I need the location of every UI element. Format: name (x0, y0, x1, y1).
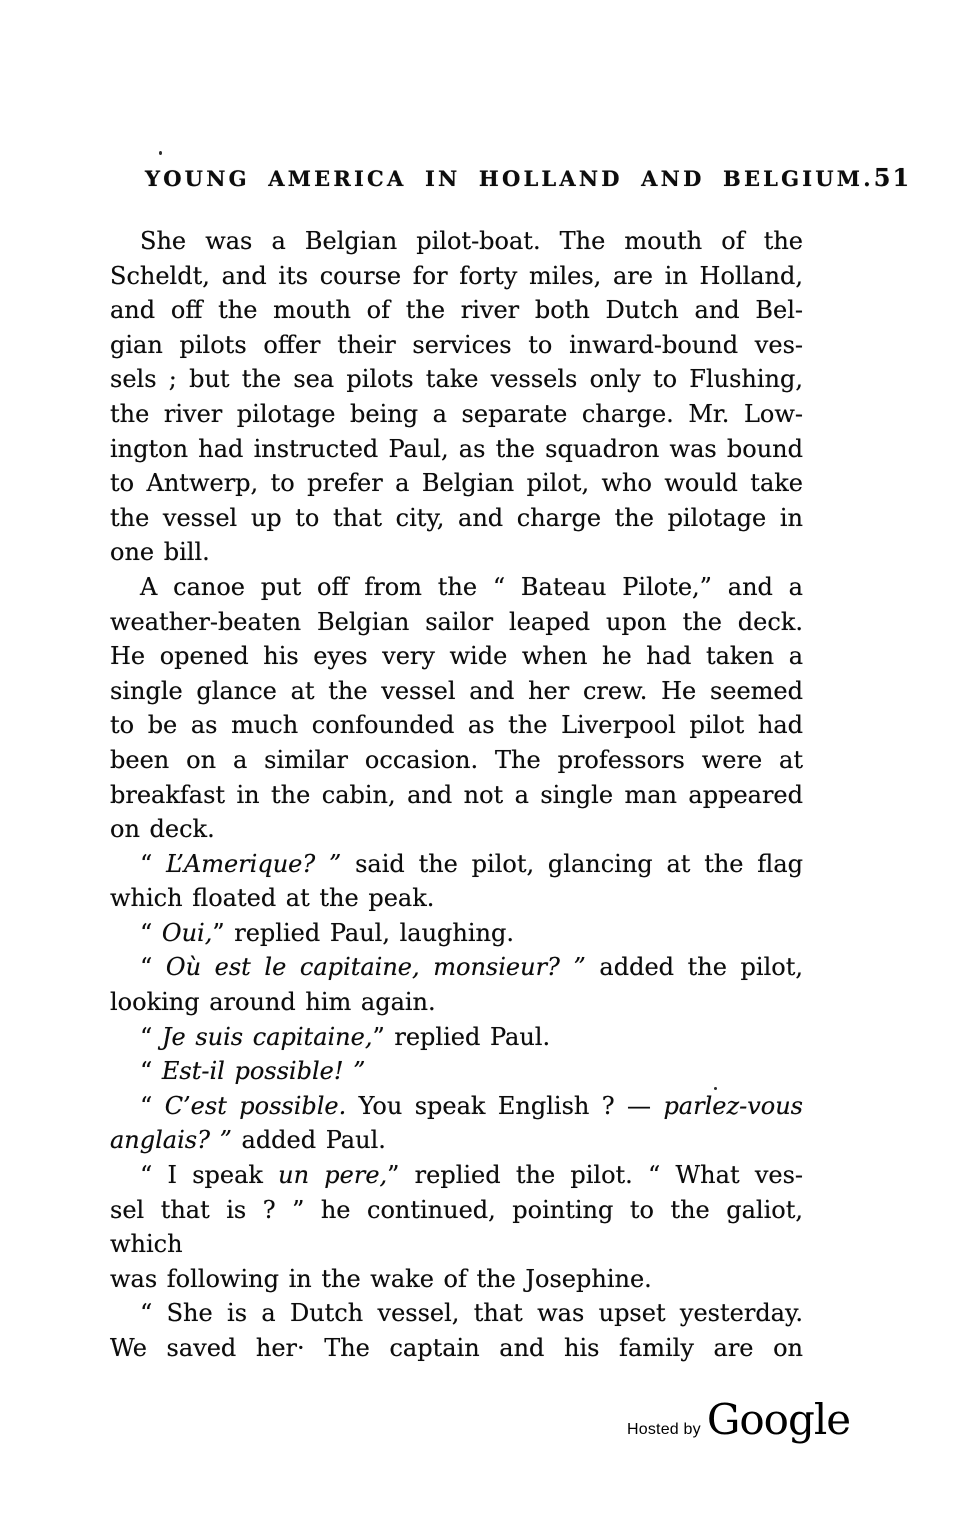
text-segment: which floated at the peak. (110, 884, 435, 913)
text-line (110, 985, 803, 1020)
text-segment: “ (140, 918, 162, 947)
italic-text-segment: Oui, (161, 918, 213, 947)
text-line (110, 259, 803, 294)
text-segment: ” replied Paul, laughing. (212, 918, 514, 947)
text-line (110, 812, 803, 847)
italic-text-segment: C’est possible. (164, 1091, 347, 1120)
text-segment: added Paul. (231, 1126, 386, 1155)
text-line (110, 293, 803, 328)
text-line (110, 432, 803, 467)
text-segment: “ (140, 953, 166, 982)
text-segment: ” replied Paul. (372, 1022, 551, 1051)
text-line (110, 847, 803, 882)
text-line (110, 397, 803, 432)
text-segment: sel that is ? ” he continued, pointing to the galiot, which (110, 1195, 803, 1259)
text-segment: the river pilotage being a separate charge. Mr. Low- (110, 399, 803, 428)
text-segment: Scheldt, and its course for forty miles, are in Holland, (110, 261, 803, 290)
scan-artifact-dot (159, 151, 162, 155)
text-line (110, 1020, 803, 1055)
watermark (627, 1395, 851, 1444)
text-line (110, 950, 803, 985)
page-number: 51 (873, 163, 912, 192)
text-segment: to be as much confounded as the Liverpool pilot had (110, 711, 803, 740)
text-line (110, 1123, 803, 1158)
text-line (110, 605, 803, 640)
text-line (110, 466, 803, 501)
text-segment: You speak English ? — (346, 1091, 664, 1120)
text-segment: “ (140, 849, 167, 878)
text-line (110, 501, 803, 536)
italic-text-segment: Où est le capitaine, monsieur? ” (165, 953, 586, 982)
text-line (110, 881, 803, 916)
text-segment: weather-beaten Belgian sailor leaped upon the deck. (110, 607, 803, 636)
text-line (110, 1262, 803, 1297)
running-head (145, 163, 912, 192)
text-segment: looking around him again. (110, 988, 436, 1017)
text-line (110, 570, 803, 605)
text-segment: “ She is a Dutch vessel, that was upset yesterday. (140, 1299, 803, 1328)
text-segment: sels ; but the sea pilots take vessels only to Flushing, (110, 365, 803, 394)
text-line (110, 1089, 803, 1124)
text-segment: on deck. (110, 815, 215, 844)
text-segment: single glance at the vessel and her crew. He seemed (110, 676, 803, 705)
text-segment: said the pilot, glancing at the flag (341, 849, 803, 878)
text-line (110, 362, 803, 397)
italic-text-segment: L’Amerique? ” (166, 849, 342, 878)
text-segment: to Antwerp, to prefer a Belgian pilot, who would take (110, 469, 803, 498)
text-segment: “ (140, 1091, 165, 1120)
text-line (110, 639, 803, 674)
text-line (110, 1296, 803, 1331)
text-segment: was following in the wake of the Josephine. (110, 1264, 652, 1293)
text-segment: She was a Belgian pilot-boat. The mouth of the (140, 227, 803, 255)
scan-artifact-dot (714, 1087, 717, 1090)
text-segment: We saved her· The captain and his family are on (110, 1334, 803, 1362)
text-segment: and off the mouth of the river both Dutch and Bel- (110, 296, 803, 325)
text-segment: added the pilot, (585, 953, 803, 982)
italic-text-segment: Je suis capitaine, (161, 1022, 373, 1051)
text-segment: A canoe put off from the “ Bateau Pilote,” and a (140, 572, 803, 601)
text-line (110, 916, 803, 951)
text-segment: ington had instructed Paul, as the squadron was bound (110, 434, 803, 463)
text-line (110, 1054, 803, 1089)
text-line (110, 778, 803, 813)
text-line (110, 1193, 803, 1262)
text-segment: “ (140, 1022, 162, 1051)
text-line (110, 1158, 803, 1193)
google-logo: Google (706, 1395, 851, 1444)
italic-text-segment: parlez-vous (663, 1091, 803, 1120)
text-segment: He opened his eyes very wide when he had taken a (110, 642, 803, 671)
text-line (110, 224, 803, 259)
page-text (110, 224, 803, 1366)
running-head-title: YOUNG AMERICA IN HOLLAND AND BELGIUM. (145, 166, 874, 191)
text-segment: “ (140, 1057, 162, 1086)
text-segment: “ I speak (140, 1161, 279, 1190)
italic-text-segment: un pere, (278, 1161, 388, 1190)
text-line (110, 328, 803, 363)
text-line (110, 708, 803, 743)
text-line (110, 674, 803, 709)
text-segment: ” replied the pilot. “ What ves- (387, 1161, 804, 1190)
text-line (110, 535, 803, 570)
italic-text-segment: anglais? ” (110, 1126, 232, 1155)
text-line (110, 1331, 803, 1366)
text-segment: breakfast in the cabin, and not a single man appeared (110, 780, 803, 809)
text-segment: the vessel up to that city, and charge the pilotage in (110, 503, 803, 532)
watermark-hosted-by-label: Hosted by (627, 1421, 701, 1438)
text-segment: one bill. (110, 538, 210, 567)
text-segment: been on a similar occasion. The professors were at (110, 745, 803, 774)
italic-text-segment: Est-il possible! ” (161, 1057, 366, 1086)
text-segment: gian pilots offer their services to inward-bound ves- (110, 330, 803, 359)
text-line (110, 743, 803, 778)
